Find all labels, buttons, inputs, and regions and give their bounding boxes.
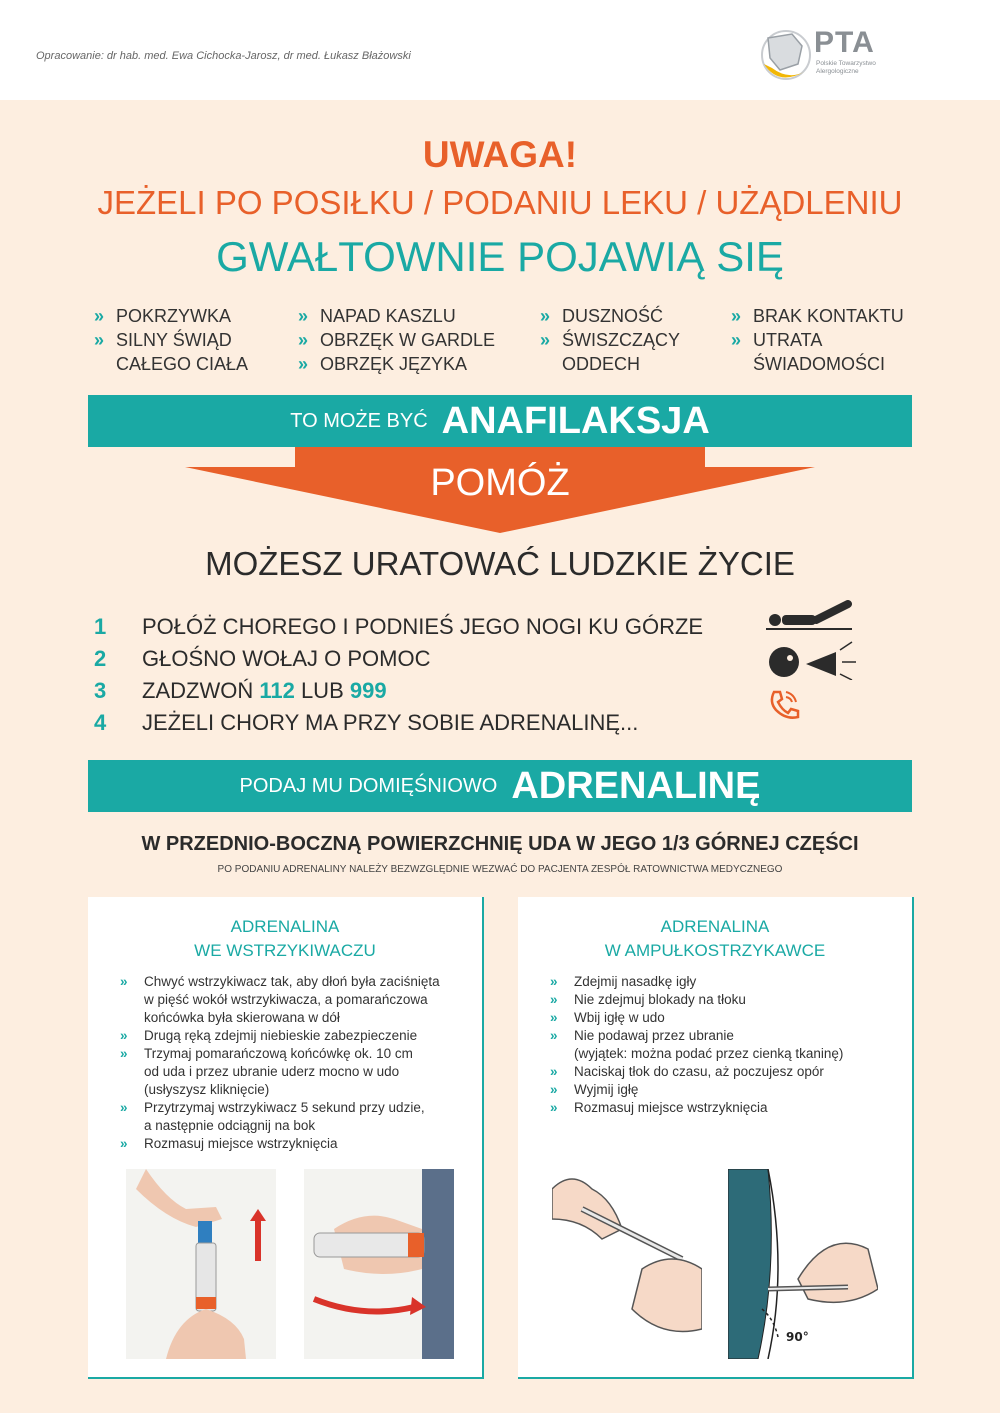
adrenaline-prefix: PODAJ MU DOMIĘŚNIOWO — [239, 775, 498, 797]
list-item: » Chwyć wstrzykiwacz tak, aby dłoń była zaciśnięta w pięść wokół wstrzykiwacza, a pomarańczowa końcówka była skierowana w dół — [120, 974, 440, 1025]
call-ambulance-note: PO PODANIU ADRENALINY NALEŻY BEZWZGLĘDNIE WEZWAĆ DO PACJENTA ZESPÓŁ RATOWNICTWA MEDYCZNEGO — [217, 864, 783, 875]
list-item: » Trzymaj pomarańczową końcówkę ok. 10 cm od uda i przez ubranie uderz mocno w udo (usłyszysz kliknięcie) — [120, 1046, 413, 1097]
logo-name — [816, 60, 906, 76]
list-item: » Zdejmij nasadkę igły — [550, 974, 697, 989]
shouting-person-icon — [766, 640, 856, 680]
symptom-item: » ŚWISZCZĄCY ODDECH — [540, 330, 681, 374]
remove-cap-illustration — [126, 1169, 276, 1359]
symptom-column-1 — [94, 304, 248, 376]
logo-abbr: PTA — [814, 26, 875, 59]
save-life-line: MOŻESZ URATOWAĆ LUDZKIE ŻYCIE — [205, 545, 795, 582]
autoinjector-title: ADRENALINA WE WSTRZYKIWACZU — [194, 917, 376, 960]
lying-person-icon — [766, 600, 856, 632]
symptom-item: » DUSZNOŚĆ — [540, 306, 664, 326]
symptom-column-2 — [298, 304, 495, 376]
list-item: » Wyjmij igłę — [550, 1082, 639, 1097]
autoinjector-panel — [88, 897, 484, 1379]
author-credit: Opracowanie: dr hab. med. Ewa Cichocka-Jarosz, dr med. Łukasz Błażowski — [36, 50, 411, 62]
symptom-column-4 — [731, 304, 904, 376]
pta-logo-icon — [758, 24, 814, 86]
symptom-item: » NAPAD KASZLU — [298, 306, 456, 326]
symptom-item: » BRAK KONTAKTU — [731, 306, 904, 326]
symptom-item: » OBRZĘK JĘZYKA — [298, 354, 468, 374]
list-item: » Rozmasuj miejsce wstrzyknięcia — [120, 1136, 338, 1151]
adrenaline-band — [88, 760, 912, 812]
syringe-inject-illustration — [728, 1169, 878, 1359]
phone-call-icon — [766, 686, 802, 722]
logo-line-2: Alergologiczne — [816, 68, 859, 75]
syringe-steps — [550, 973, 890, 1117]
syringe-prep-illustration — [552, 1169, 702, 1359]
injection-site: W PRZEDNIO-BOCZNĄ POWIERZCHNIĘ UDA W JEGO 1/3 GÓRNEJ CZĘŚCI — [141, 833, 859, 855]
symptom-column-3 — [540, 304, 680, 376]
sudden-line: GWAŁTOWNIE POJAWIĄ SIĘ — [216, 233, 784, 280]
warning-title: UWAGA! — [422, 134, 578, 175]
symptom-item: » UTRATA ŚWIADOMOŚCI — [731, 330, 886, 374]
autoinjector-steps — [120, 973, 460, 1153]
help-text: POMÓŻ — [430, 462, 570, 504]
symptom-item: » POKRZYWKA — [94, 306, 232, 326]
list-item: » Nie zdejmuj blokady na tłoku — [550, 992, 746, 1007]
inject-thigh-illustration — [304, 1169, 454, 1359]
anaphylaxis-prefix: TO MOŻE BYĆ — [290, 410, 428, 432]
list-item: » Rozmasuj miejsce wstrzyknięcia — [550, 1100, 768, 1115]
logo-line-1: Polskie Towarzystwo — [816, 60, 876, 67]
list-item: » Naciskaj tłok do czasu, aż poczujesz opór — [550, 1064, 824, 1079]
list-item: » Drugą ręką zdejmij niebieskie zabezpieczenie — [120, 1028, 418, 1043]
symptom-item: » OBRZĘK W GARDLE — [298, 330, 496, 350]
adrenaline-word: ADRENALINĘ — [511, 765, 761, 807]
anaphylaxis-band — [88, 395, 912, 447]
angle-label: 90° — [786, 1330, 809, 1344]
syringe-title: ADRENALINA W AMPUŁKOSTRZYKAWCE — [604, 917, 826, 960]
pta-logo — [758, 24, 908, 86]
trigger-line: JEŻELI PO POSIŁKU / PODANIU LEKU / UŻĄDLENIU — [97, 184, 903, 221]
anaphylaxis-word: ANAFILAKSJA — [441, 400, 710, 442]
top-bar — [0, 0, 1000, 100]
list-item: » Przytrzymaj wstrzykiwacz 5 sekund przy udzie, a następnie odciągnij na bok — [120, 1100, 425, 1133]
syringe-panel — [518, 897, 914, 1379]
symptom-item: » SILNY ŚWIĄD CAŁEGO CIAŁA — [94, 330, 249, 374]
list-item: » Nie podawaj przez ubranie (wyjątek: można podać przez cienką tkaninę) — [550, 1028, 844, 1061]
list-item: » Wbij igłę w udo — [550, 1010, 665, 1025]
